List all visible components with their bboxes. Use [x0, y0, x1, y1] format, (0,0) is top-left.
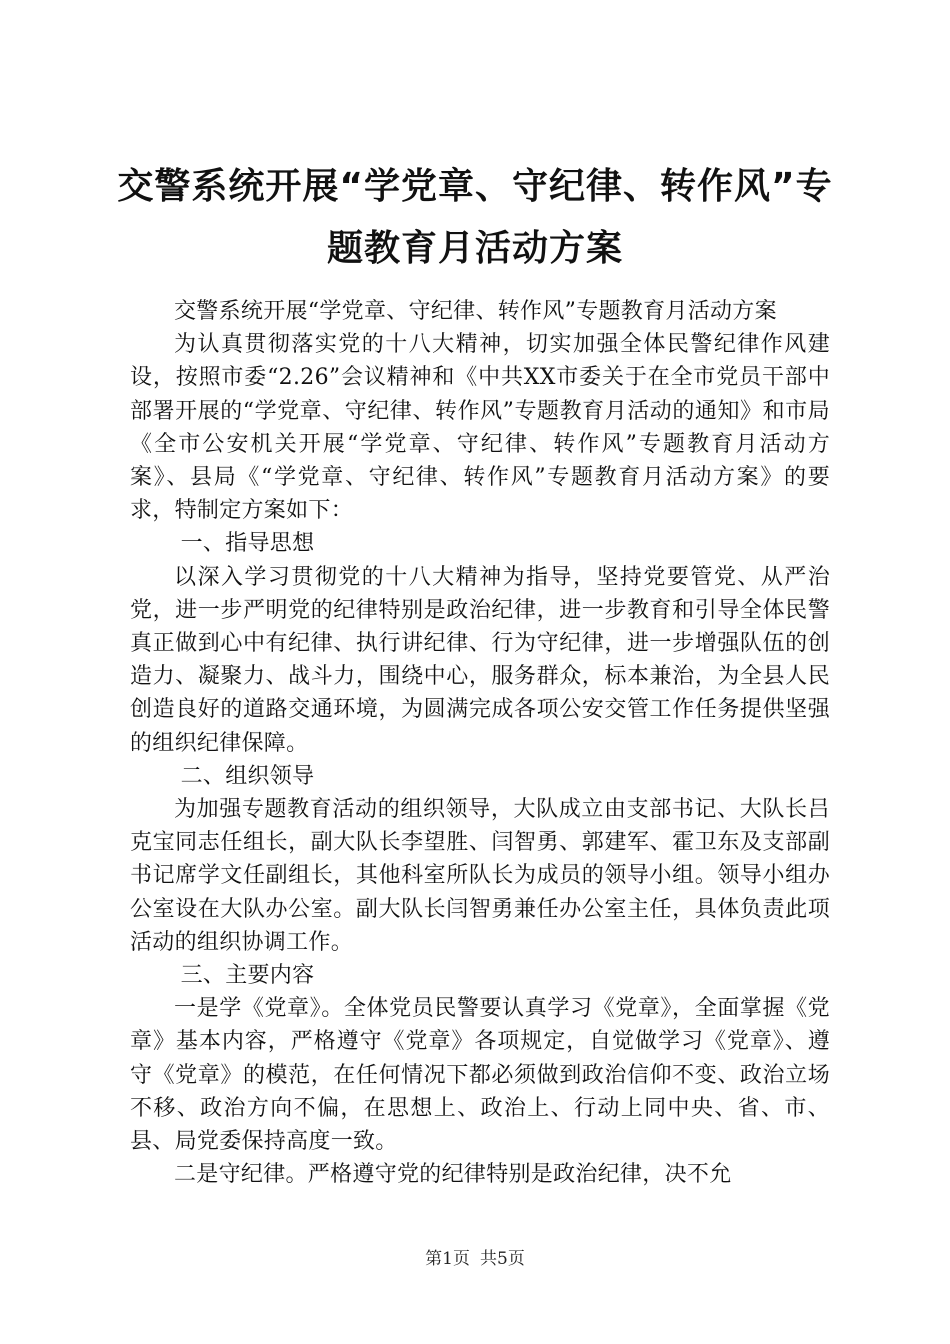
document-body: [130, 295, 830, 1191]
page-footer: [0, 1244, 950, 1269]
page-number: 第1页: [425, 1249, 470, 1269]
paragraph-observe-discipline: 二是守纪律。严格遵守党的纪律特别是政治纪律，决不允: [174, 1162, 732, 1188]
document-title-line-1: 交警系统开展“学党章、守纪律、转作风”专: [117, 166, 833, 207]
paragraph-subtitle: 交警系统开展“学党章、守纪律、转作风”专题教育月活动方案: [174, 299, 777, 324]
paragraph-study-charter: 一是学《党章》。全体党员民警要认真学习《党章》，全面掌握《党章》基本内容，严格遵守《党章》各项规定，自觉做学习《党章》、遵守《党章》的模范，在任何情况下都必须做到政治信仰不变、政治立场不移、政治方向不偏，在思想上、政治上、行动上同中央、省、市、县、局党委保持高度一致。: [130, 996, 830, 1155]
paragraph-intro: 为认真贯彻落实党的十八大精神，切实加强全体民警纪律作风建设，按照市委“2.26”会议精神和《中共XX市委关于在全市党员干部中部署开展的“学党章、守纪律、转作风”专题教育月活动的通知》和市局《全市公安机关开展“学党章、守纪律、转作风”专题教育月活动方案》、县局《“学党章、守纪律、转作风”专题教育月活动方案》的要求，特制定方案如下：: [130, 332, 830, 524]
paragraph-guiding-thought: 以深入学习贯彻党的十八大精神为指导，坚持党要管党、从严治党，进一步严明党的纪律特别是政治纪律，进一步教育和引导全体民警真正做到心中有纪律、执行讲纪律、行为守纪律，进一步增强队伍的创造力、凝聚力、战斗力，围绕中心，服务群众，标本兼治，为全县人民创造良好的道路交通环境，为圆满完成各项公安交管工作任务提供坚强的组织纪律保障。: [130, 564, 830, 756]
section-heading-guiding-thought: 一、指导思想: [180, 531, 315, 557]
page-total: 共5页: [480, 1249, 525, 1269]
section-heading-organization: 二、组织领导: [180, 763, 315, 789]
document-title-line-2: 题教育月活动方案: [326, 228, 623, 269]
section-heading-main-content: 三、主要内容: [180, 963, 315, 989]
paragraph-organization: 为加强专题教育活动的组织领导，大队成立由支部书记、大队长吕克宝同志任组长，副大队长李望胜、闫智勇、郭建军、霍卫东及支部副书记席学文任副组长，其他科室所队长为成员的领导小组。领导小组办公室设在大队办公室。副大队长闫智勇兼任办公室主任，具体负责此项活动的组织协调工作。: [130, 797, 830, 955]
